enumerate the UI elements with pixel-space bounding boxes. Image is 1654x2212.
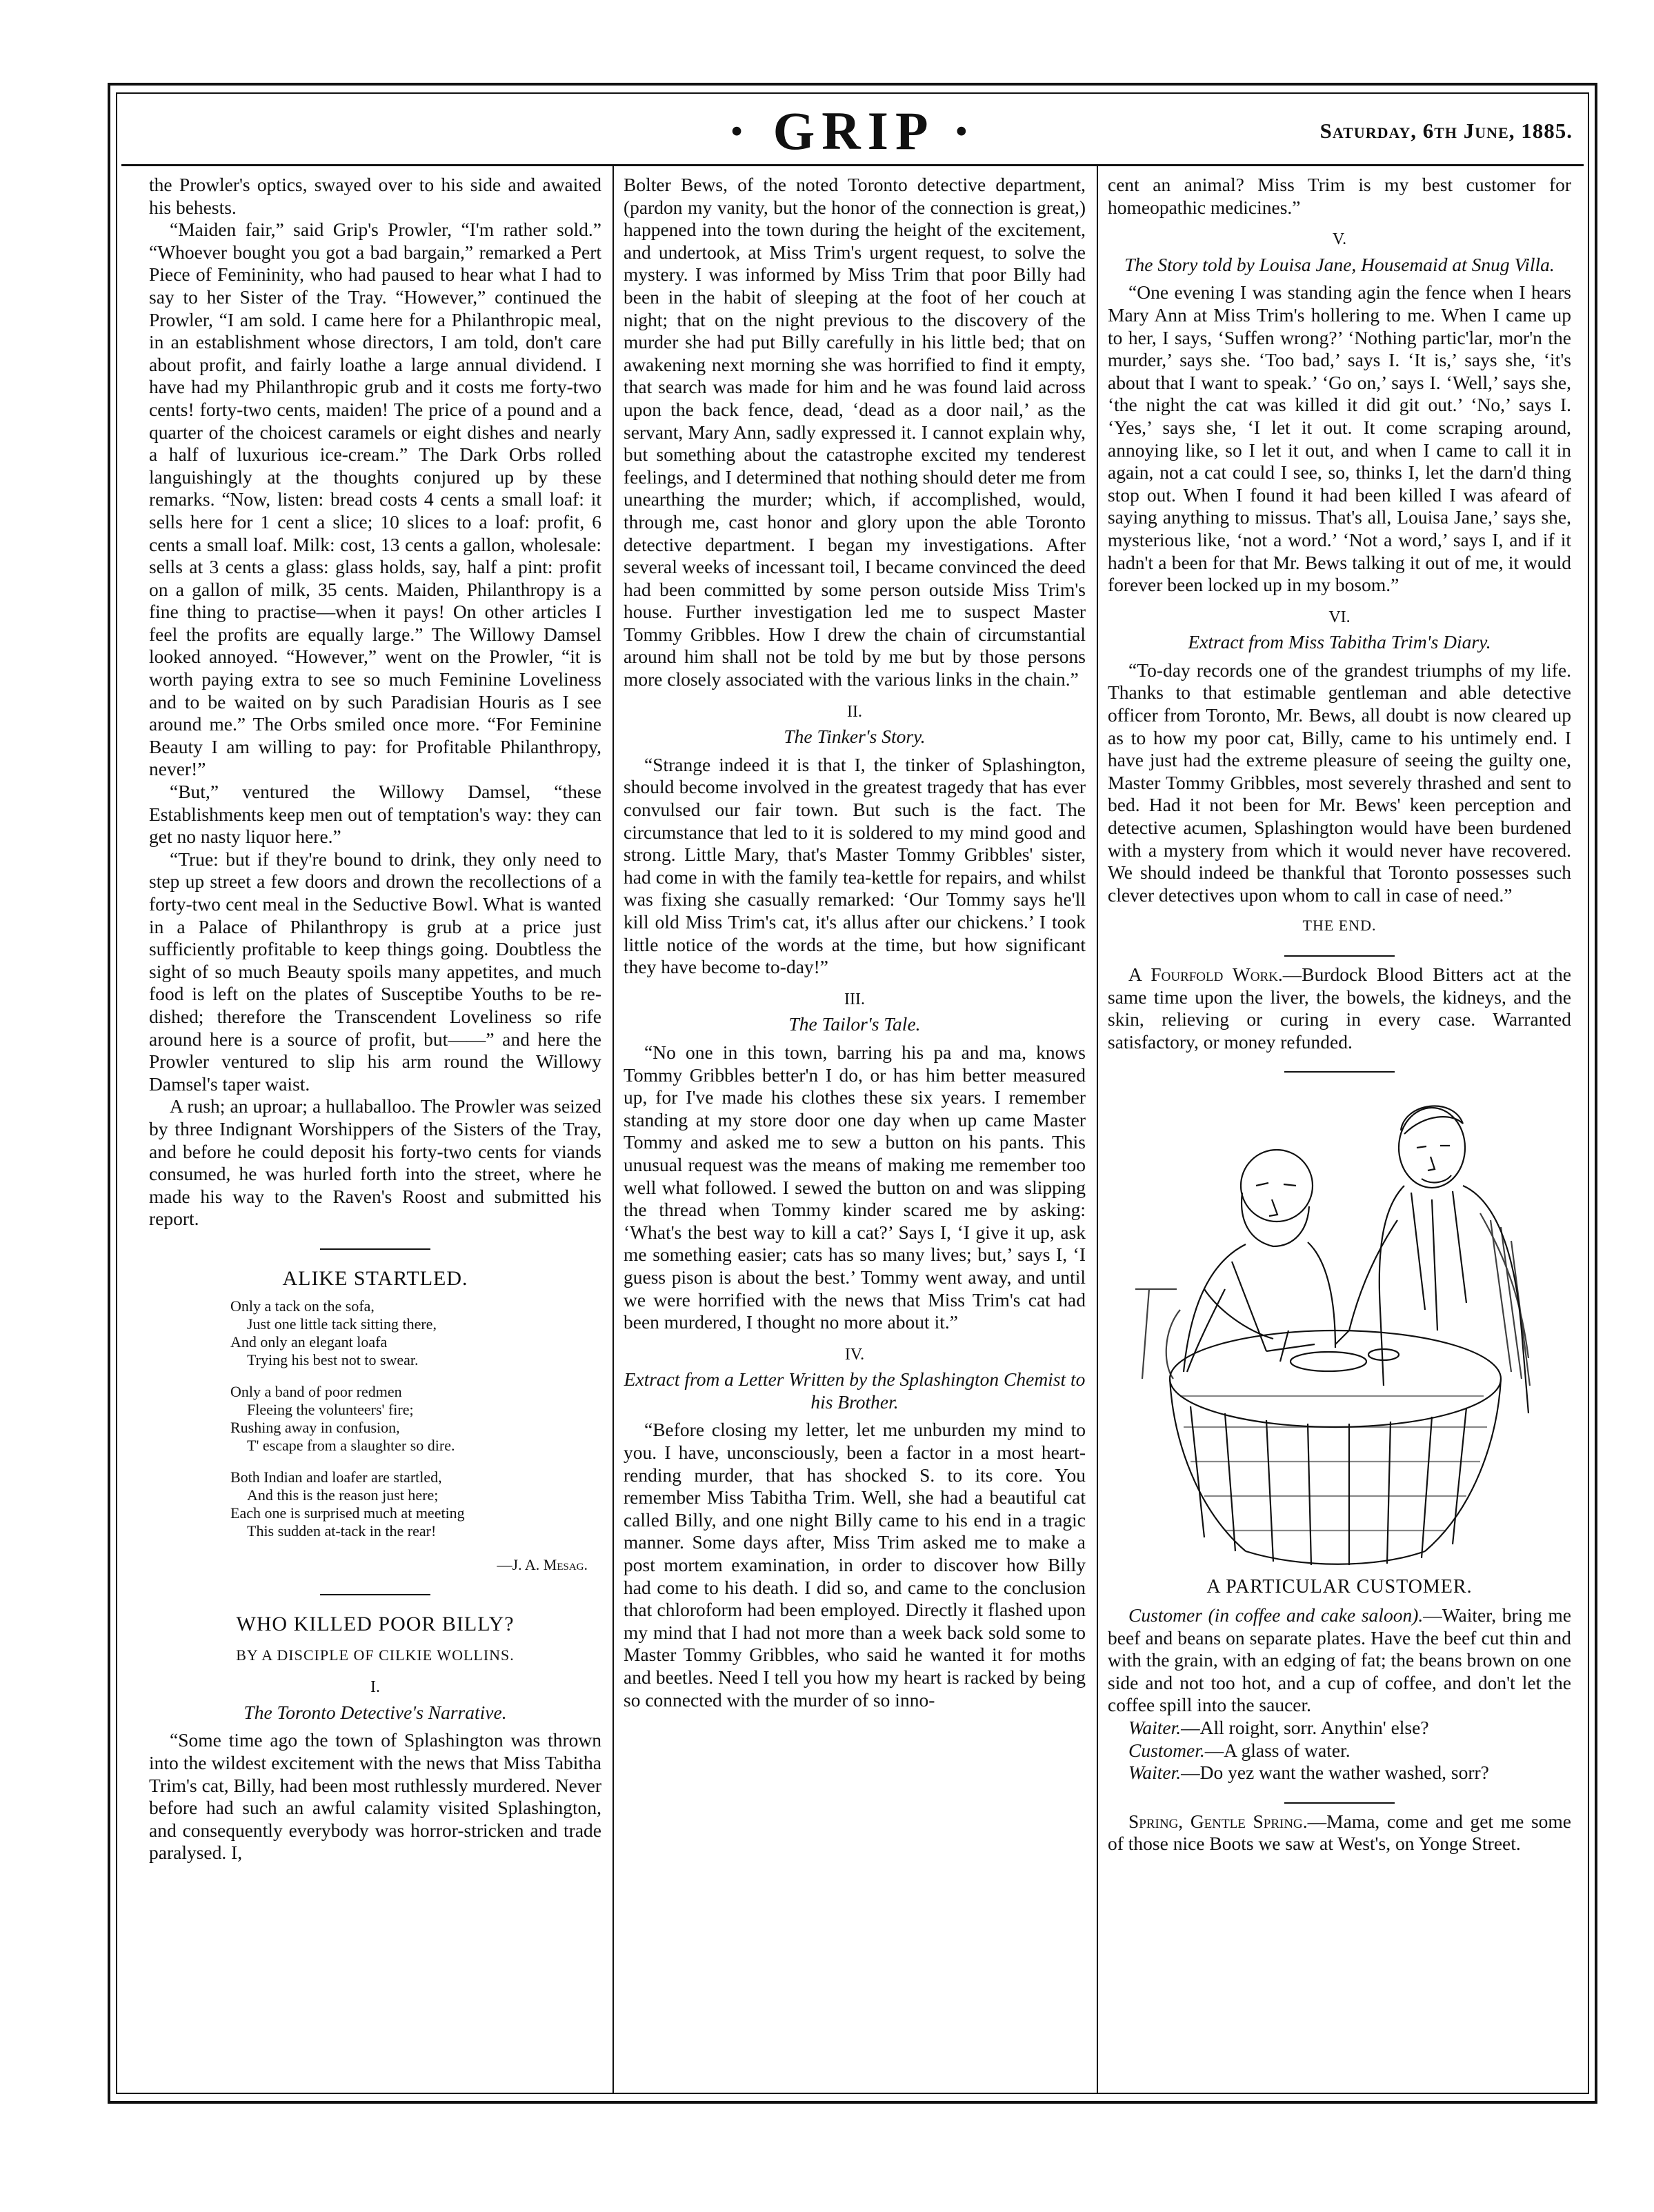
poem-title: ALIKE STARTLED. — [282, 1266, 468, 1290]
ad-lead: Spring, Gentle Spring. — [1128, 1810, 1308, 1832]
dialog-speaker: Customer. — [1128, 1739, 1205, 1761]
poem-stanza — [230, 1468, 601, 1540]
paragraph: “One evening I was standing agin the fence when I hears Mary Ann at Miss Trim's hollering to me. When I came up to her, I says, ‘Suffen wrong?’ ‘Nothing partic'lar, mor'n the murder,’ says she. ‘Too bad,’ says I. ‘It is,’ says she, ‘it's about that I want to speak.’ ‘Go on,’ says I. ‘Well,’ says she, ‘the night the cat was killed it did git out.’ ‘No,’ says I. ‘Yes,’ says she, ‘I let it out. It come scraping around, annoying like, so I let it out, and when I came to call it in again, not a cat could I see, so, thinks I, let the darn'd thing stop out. When I found it had been killed I was afeard of saying anything to missus. That's all, Louisa Jane,’ says she, mysterious like, ‘not a word.’ ‘Not a word,’ says I, and if it hadn't a been for that Mr. Bews talking it out of me, it would forever been locked up in my bosom.” — [1108, 281, 1571, 596]
the-end: THE END. — [1302, 917, 1377, 935]
poem-line: Just one little tack sitting there, — [247, 1315, 437, 1333]
poem-line: T' escape from a slaughter so dire. — [247, 1436, 455, 1454]
paragraph: “Some time ago the town of Splashington was thrown into the wildest excitement with the news that Miss Tabitha Trim's cat, Billy, had been most ruthlessly murdered. Never before had such an awful calamity visited Splashington, and consequently everybody was horror-stricken and trade paralysed. I, — [149, 1729, 601, 1864]
poem-line: Trying his best not to swear. — [247, 1351, 419, 1368]
dialog-speaker: Waiter. — [1128, 1762, 1182, 1784]
part-number: V. — [1332, 230, 1347, 249]
ad-text: —Burdock Blood Bitters act at the same time upon the liver, the bowels, the kidneys, and the skin, relieving or curing in every case. Warranted satisfactory, or money refunded. — [1108, 964, 1571, 1053]
story-byline: BY A DISCIPLE OF CILKIE WOLLINS. — [236, 1646, 515, 1664]
part-title: The Tailor's Tale. — [788, 1013, 921, 1035]
column-3 — [1108, 174, 1571, 2002]
paragraph: “But,” ventured the Willowy Damsel, “these Establishments keep men out of temptation's way: they can get no nasty liquor here.” — [149, 781, 601, 848]
paragraph: “No one in this town, barring his pa and ma, knows Tommy Gribbles better'n I do, or has him better measured up, for I've made his clothes these six years. I remember standing at my store door one day when up came Master Tommy and asked me to sew a button on his pants. This unusual request was the means of making me remember too well what followed. I sewed the button on and was slipping the thread when Tommy kinder scared me by asking: ‘What's the best way to kill a cat?’ Says I, ‘I give it up, ask me something easier; cats has so many lives; but,’ says I, ‘I guess pison is about the best.’ Tommy went away, and until we were horrified with the news that Miss Trim's cat had been murdered, I thought no more about it.” — [624, 1041, 1086, 1333]
paragraph: “To-day records one of the grandest triumphs of my life. Thanks to that estimable gentleman and able detective officer from Toronto, Mr. Bews, all doubt is now cleared up as to how my poor cat, Billy, came to his untimely end. I have just had the extreme pleasure of seeing the guilty one, Master Tommy Gribbles, most severely thrashed and sent to bed. Had it not been for Mr. Bews' keen perception and detective acumen, Splashington would have been burdened with a mystery from which it would never have recovered. We should indeed be thankful that Toronto possesses such clever detectives upon whom to call in case of need.” — [1108, 659, 1571, 906]
part-title: Extract from Miss Tabitha Trim's Diary. — [1188, 631, 1491, 653]
part-title: Extract from a Letter Written by the Splashington Chemist to his Brother. — [624, 1368, 1086, 1413]
dialog-line — [1108, 1717, 1571, 1740]
poem-line: Each one is surprised much at meeting — [230, 1504, 465, 1522]
poem-stanza — [230, 1383, 601, 1455]
part-number: IV. — [844, 1345, 865, 1364]
paragraph: “Strange indeed it is that I, the tinker of Splashington, should become involved in the greatest tragedy that has ever convulsed our fair town. But such is the fact. The circumstance that led to it is soldered to my mind good and strong. Little Mary, that's Master Tommy Gribbles' sister, had come in with the family tea-kettle for repairs, and whilst was fixing she casually remarked: ‘Our Tommy says he'll kill old Miss Trim's cat, it's allus after our chickens.’ I took little notice of the words at the time, but how significant they have become to-day!” — [624, 753, 1086, 978]
paragraph: “Before closing my letter, let me unburden my mind to you. I have, unconsciously, been a factor in a most heart-rending murder, that has shocked S. to its core. You remember Miss Tabitha Trim. Well, she had a beautiful cat called Billy, and one night Billy came to his end in a tragic manner. Some days after, Miss Trim asked me to make a post mortem examination, in order to discover how Billy had come to his death. I did so, and came to the conclusion that chloroform had been employed. Directly it flashed upon my mind that I had not more than a week back sold some to Master Tommy Gribbles, who said he wanted it for moths and beetles. Need I tell you how my heart is racked by being so connected with the murder of so inno- — [624, 1419, 1086, 1711]
dialog-text: —Waiter, bring me beef and beans on separate plates. Have the beef cut thin and with the grain, with an edging of fat; the beans brown on one side and not too hot, and a cup of coffee, and don't let the coffee spill into the saucer. — [1108, 1604, 1571, 1716]
poem-line: This sudden at-tack in the rear! — [247, 1522, 437, 1540]
poem-signature: —J. A. Mesag. — [497, 1555, 588, 1573]
advertisement — [1108, 964, 1571, 1053]
section-rule — [1284, 955, 1395, 957]
poem-line: Both Indian and loafer are startled, — [230, 1468, 442, 1486]
poem-line: And this is the reason just here; — [247, 1486, 439, 1504]
ad-text: —Mama, come and get me some of those nice Boots we saw at West's, on Yonge Street. — [1108, 1810, 1571, 1855]
cartoon-caption: A PARTICULAR CUSTOMER. — [1206, 1576, 1473, 1598]
poem-line: Only a band of poor redmen — [230, 1382, 402, 1400]
ad-lead: A Fourfold Work. — [1128, 964, 1283, 985]
part-title: The Tinker's Story. — [784, 726, 926, 748]
story-title: WHO KILLED POOR BILLY? — [236, 1613, 515, 1636]
page-header — [121, 103, 1584, 159]
part-title: The Toronto Detective's Narrative. — [243, 1701, 507, 1723]
poem-line: And only an elegant loafa — [230, 1333, 388, 1351]
issue-date: Saturday, 6th June, 1885. — [1319, 119, 1573, 143]
poem-line: Only a tack on the sofa, — [230, 1297, 375, 1315]
paragraph: “True: but if they're bound to drink, they only need to step up street a few doors and drown the recollections of a forty-two cent meal in the Seductive Bowl. What is wanted in a Palace of Philanthropy is grub at a price just sufficiently profitable to keep things going. Doubtless the sight of so much Beauty spoils many appetites, and much food is left on the plates of Susceptibe Youths to be re-dished; therefore the Transcendent Loveliness so rife around here is a source of profit, but——” and here the Prowler ventured to slip his arm round the Willowy Damsel's taper waist. — [149, 848, 601, 1095]
paragraph: cent an animal? Miss Trim is my best customer for homeopathic medicines.” — [1108, 174, 1571, 218]
paragraph: “Maiden fair,” said Grip's Prowler, “I'm rather sold.” “Whoever bought you got a bad bargain,” remarked a Pert Piece of Femininity, who had paused to hear what I had to say to her Sister of the Tray. “However,” continued the Prowler, “I am sold. I came here for a Philanthropic meal, in an establishment whose directors, I am told, don't care about profit, and fairly loathe a large annual dividend. I have had my Philanthropic grub and it costs me forty-two cents! forty-two cents, maiden! The price of a pound and a quarter of the choicest caramels or eight dishes and nearly a half of luxurious ice-cream.” The Dark Orbs rolled languishingly at the thoughts conjured up by these remarks. “Now, listen: bread costs 4 cents a small loaf: it sells here for 1 cent a slice; 10 slices to a loaf: profit, 6 cents a small loaf. Milk: cost, 13 cents a gallon, wholesale: sells at 3 cents a glass: glass holds, say, half a pint: profit on a gallon of milk, 35 cents. Maiden, Philanthropy is a fine thing to practise—when it pays! On other articles I feel the profits are equally large.” The Willowy Damsel looked annoyed. “However,” went on the Prowler, “it is worth paying extra to see so much Feminine Loveliness and to be waited on by such Paradisian Houris as I see around me.” The Orbs smiled once more. “For Feminine Beauty I am willing to pay: for Profitable Philanthropy, never!” — [149, 219, 601, 780]
dialog-text: —Do yez want the wather washed, sorr? — [1181, 1762, 1489, 1784]
advertisement — [1108, 1811, 1571, 1855]
cartoon-illustration — [1108, 1082, 1571, 1572]
paragraph: A rush; an uproar; a hullaballoo. The Prowler was seized by three Indignant Worshippers of the Sisters of the Tray, and before he could deposit his forty-two cents for viands consumed, he was hurled forth into the street, where he made his way to the Raven's Roost and submitted his report. — [149, 1095, 601, 1230]
poem — [230, 1297, 601, 1540]
poem-line: Fleeing the volunteers' fire; — [247, 1400, 414, 1418]
masthead-title: · GRIP · — [728, 101, 977, 161]
part-number: I. — [370, 1678, 380, 1697]
footer-rule — [121, 2101, 1584, 2102]
part-number: II. — [847, 702, 862, 721]
section-rule — [1284, 1802, 1395, 1804]
part-number: III. — [844, 990, 865, 1008]
column-1 — [149, 174, 601, 2002]
dialog-speaker: Waiter. — [1128, 1716, 1182, 1738]
dialog-line — [1108, 1604, 1571, 1717]
poem-stanza — [230, 1297, 601, 1369]
dialog-line — [1108, 1762, 1571, 1784]
dialog-text: —A glass of water. — [1204, 1739, 1351, 1761]
section-rule — [320, 1248, 430, 1250]
paragraph: Bolter Bews, of the noted Toronto detective department, (pardon my vanity, but the honor of the connection is great,) happened into the town during the height of the excitement, and undertook, at Miss Trim's urgent request, to solve the mystery. I was informed by Miss Trim that poor Billy had been in the habit of sleeping at the foot of her couch at night; that on the night previous to the discovery of the murder she had put Billy carefully in his little bed; that on awakening next morning she was horrified to find it empty, that search was made for him and he was found laid across upon the back fence, dead, ‘dead as a door nail,’ as the servant, Mary Ann, sadly expressed it. I cannot explain why, but something about the catastrophe excited my tenderest feelings, and I determined that nothing should deter me from unearthing the murder; which, if accomplished, would, through me, cast honor and glory upon the able Toronto detective department. I began my investigations. After several weeks of incessant toil, I became convinced the deed had been committed by some person outside Miss Trim's house. Further investigation led me to suspect Master Tommy Gribbles. How I drew the chain of circumstantial around him shall not be told by me but by those persons more closely associated with the various links in the chain.” — [624, 174, 1086, 690]
part-number: VI. — [1328, 608, 1351, 626]
dialog-speaker: Customer (in coffee and cake saloon). — [1128, 1604, 1424, 1626]
part-title: The Story told by Louisa Jane, Housemaid at Snug Villa. — [1124, 253, 1555, 275]
dialog-text: —All roight, sorr. Anythin' else? — [1181, 1716, 1429, 1738]
paragraph: the Prowler's optics, swayed over to his side and awaited his behests. — [149, 174, 601, 218]
section-rule — [1284, 1071, 1395, 1073]
column-divider — [612, 166, 614, 2093]
dialog-line — [1108, 1740, 1571, 1762]
header-rule — [121, 164, 1584, 166]
column-divider — [1097, 166, 1098, 2093]
column-2 — [624, 174, 1086, 2002]
poem-line: Rushing away in confusion, — [230, 1418, 400, 1436]
section-rule — [320, 1594, 430, 1595]
